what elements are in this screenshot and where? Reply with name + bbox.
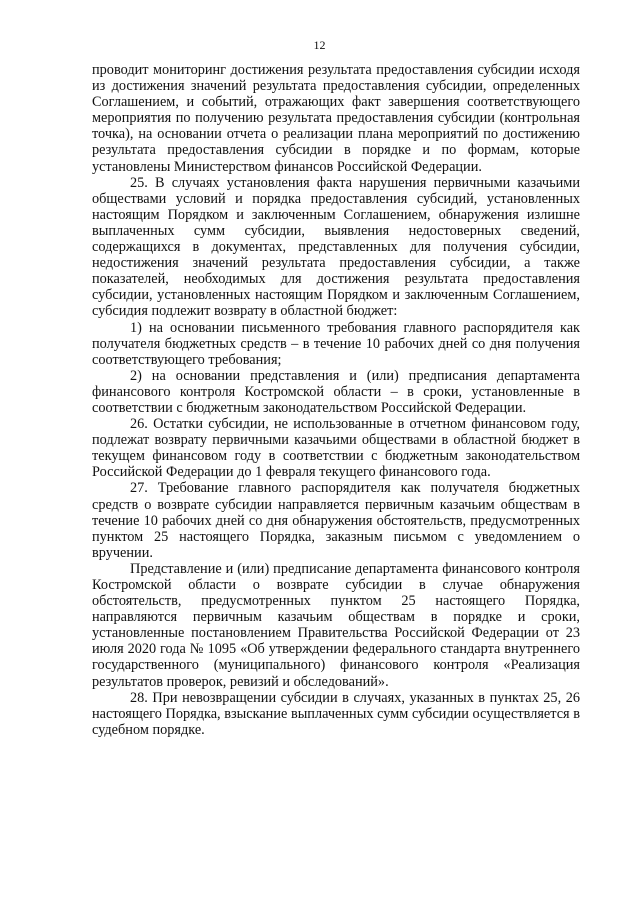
- paragraph-clause-27-representation: Представление и (или) предписание департамента финансового контроля Костромской области о возврате субсидии в случае обнаружения обстоятельств, предусмотренных пунктом 25 настоящего Порядка, направляются первичным казачьим обществам в порядке и сроки, установленные постановлением Правительства Российской Федерации от 23 июля 2020 года № 1095 «Об утверждении федерального стандарта внутреннего государственного (муниципального) финансового контроля «Реализация результатов проверок, ревизий и обследований».: [92, 560, 580, 690]
- paragraph-clause-25-item-1: 1) на основании письменного требования главного распорядителя как получателя бюджетных средств – в течение 10 рабочих дней со дня получения соответствующего требования;: [92, 319, 580, 368]
- page-number: 12: [313, 38, 326, 52]
- paragraph-clause-25-item-2: 2) на основании представления и (или) предписания департамента финансового контроля Костромской области – в сроки, установленные в соответствии с бюджетным законодательством Российской Федерации.: [92, 367, 580, 416]
- document-body: [92, 62, 580, 738]
- paragraph-continuation-monitoring: проводит мониторинг достижения результата предоставления субсидии исходя из достижения значений результата предоставления субсидии, определенных Соглашением, и событий, отражающих факт завершения соответствующего мероприятия по получению результата предоставления субсидии (контрольная точка), на основании отчета о реализации плана мероприятий по достижению результата предоставления субсидии в порядке и по формам, которые установлены Министерством финансов Российской Федерации.: [92, 62, 580, 175]
- paragraph-clause-27: 27. Требование главного распорядителя как получателя бюджетных средств о возврате субсидии направляется первичным казачьим обществам в течение 10 рабочих дней со дня обнаружения обстоятельств, предусмотренных пунктом 25 настоящего Порядка, заказным письмом с уведомлением о вручении.: [92, 480, 580, 561]
- paragraph-clause-26: 26. Остатки субсидии, не использованные в отчетном финансовом году, подлежат возврату первичными казачьими обществами в областной бюджет в текущем финансовом году в соответствии с бюджетным законодательством Российской Федерации до 1 февраля текущего финансового года.: [92, 416, 580, 481]
- paragraph-clause-25: 25. В случаях установления факта нарушения первичными казачьими обществами условий и порядка предоставления субсидий, установленных настоящим Порядком и заключенным Соглашением, обнаружения излишне выплаченных сумм субсидии, выявления недостоверных сведений, содержащихся в документах, представленных для получения субсидии, недостижения значений результата предоставления субсидии, а также показателей, необходимых для достижения результата предоставления субсидии, установленных настоящим Порядком и заключенным Соглашением, субсидия подлежит возврату в областной бюджет:: [92, 174, 580, 320]
- paragraph-clause-28: 28. При невозвращении субсидии в случаях, указанных в пунктах 25, 26 настоящего Порядка, взыскание выплаченных сумм субсидии осуществляется в судебном порядке.: [92, 689, 580, 738]
